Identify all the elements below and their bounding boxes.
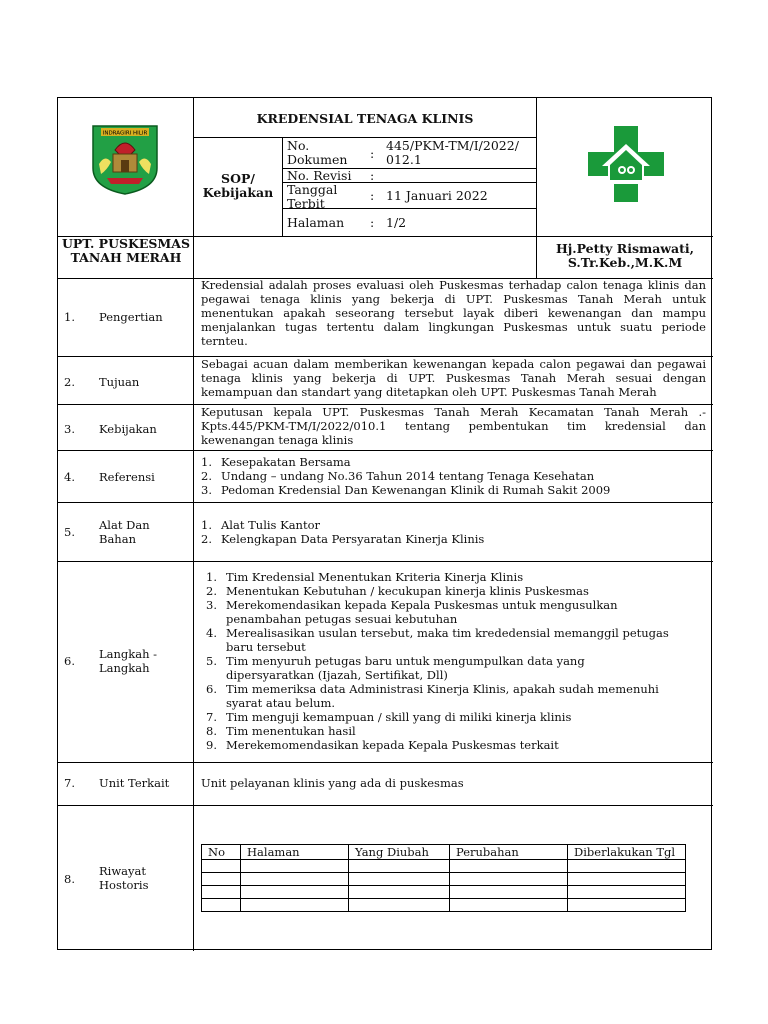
section-number: 4. xyxy=(64,470,75,484)
table-cell xyxy=(450,873,568,886)
rule xyxy=(58,561,713,562)
list-item: 5. Tim menyuruh petugas baru untuk mengumpulkan data yang dipersyaratkan (Ijazah, Sertifikat, Dll) xyxy=(206,654,585,682)
column-header: Yang Diubah xyxy=(349,845,450,860)
emblem-text: INDRAGIRI HILIR xyxy=(102,130,148,137)
section-number: 2. xyxy=(64,375,75,389)
rule xyxy=(536,98,537,278)
meta-label: Tanggal Terbit xyxy=(287,182,338,211)
list-item: 2. Undang – undang No.36 Tahun 2014 tentang Tenaga Kesehatan xyxy=(201,469,595,483)
table-cell xyxy=(241,860,349,873)
table-cell xyxy=(202,873,241,886)
tools-list xyxy=(201,518,706,546)
list-item: 6. Tim memeriksa data Administrasi Kinerja Klinis, apakah sudah memenuhi syarat atau belum. xyxy=(206,682,659,710)
meta-separator: : xyxy=(370,188,375,203)
column-header: Diberlakukan Tgl xyxy=(568,845,686,860)
list-item: 1. Tim Kredensial Menentukan Kriteria Kinerja Klinis xyxy=(206,570,524,584)
list-item: 9. Merekemomendasikan kepada Kepala Puskesmas terkait xyxy=(206,738,559,752)
section-number: 5. xyxy=(64,525,75,539)
list-item: 3. Pedoman Kredensial Dan Kewenangan Klinik di Rumah Sakit 2009 xyxy=(201,483,611,497)
rule xyxy=(58,450,713,451)
section-label: Riwayat Hostoris xyxy=(99,864,149,892)
steps-list xyxy=(206,570,676,752)
rule xyxy=(58,502,713,503)
table-row xyxy=(202,873,686,886)
meta-separator: : xyxy=(370,146,375,161)
signer-name: Hj.Petty Rismawati, S.Tr.Keb.,M.K.M xyxy=(555,241,695,270)
table-cell xyxy=(568,899,686,912)
reference-list xyxy=(201,455,706,497)
section-number: 8. xyxy=(64,872,75,886)
rule xyxy=(58,805,713,806)
meta-label: Halaman xyxy=(287,215,345,230)
section-label: Langkah - Langkah xyxy=(99,647,158,675)
meta-separator: : xyxy=(370,168,375,183)
table-cell xyxy=(450,860,568,873)
document-type: SOP/ Kebijakan xyxy=(202,171,274,200)
meta-separator: : xyxy=(370,215,375,230)
list-item: 2. Kelengkapan Data Persyaratan Kinerja Klinis xyxy=(201,532,485,546)
table-cell xyxy=(349,860,450,873)
table-cell xyxy=(349,873,450,886)
table-cell xyxy=(568,873,686,886)
meta-label: No. Revisi xyxy=(287,168,352,183)
section-number: 3. xyxy=(64,422,75,436)
list-item: 7. Tim menguji kemampuan / skill yang di miliki kinerja klinis xyxy=(206,710,572,724)
table-cell xyxy=(568,886,686,899)
section-label: Referensi xyxy=(99,470,155,484)
purpose-text: Sebagai acuan dalam memberikan kewenangan kepada calon pegawai dan pegawai tenaga klinis yang bekerja di UPT. Puskesmas Tanah Merah sesuai dengan kemampuan dan standart yang ditetapkan oleh UPT. Puskesmas Tanah Merah xyxy=(201,357,706,399)
table-cell xyxy=(349,899,450,912)
table-cell xyxy=(202,886,241,899)
list-item: 8. Tim menentukan hasil xyxy=(206,724,356,738)
table-cell xyxy=(241,873,349,886)
table-row xyxy=(202,899,686,912)
sop-document xyxy=(57,97,712,950)
section-label: Kebijakan xyxy=(99,422,157,436)
section-number: 1. xyxy=(64,310,75,324)
list-item: 1. Alat Tulis Kantor xyxy=(201,518,321,532)
list-item: 2. Menentukan Kebutuhan / kecukupan kinerja klinis Puskesmas xyxy=(206,584,589,598)
column-header: No xyxy=(202,845,241,860)
definition-text: Kredensial adalah proses evaluasi oleh Puskesmas terhadap calon tenaga klinis dan pegawai tenaga klinis yang bekerja di UPT. Puskesmas Tanah Merah untuk menentukan apakah seseorang tersebut layak diberi kewenangan dan mampu menjalankan tugas tertentu dalam lingkungan Puskesmas untuk suatu periode ternteu. xyxy=(201,278,706,348)
table-cell xyxy=(568,860,686,873)
table-header-row xyxy=(202,845,686,860)
section-label: Unit Terkait xyxy=(99,776,170,790)
table-cell xyxy=(202,860,241,873)
column-header: Perubahan xyxy=(450,845,568,860)
puskesmas-logo xyxy=(584,122,668,206)
issue-date: 11 Januari 2022 xyxy=(386,188,488,203)
section-label: Tujuan xyxy=(99,375,140,389)
column-header: Halaman xyxy=(241,845,349,860)
table-cell xyxy=(450,899,568,912)
table-cell xyxy=(349,886,450,899)
table-cell xyxy=(241,886,349,899)
section-label: Pengertian xyxy=(99,310,163,324)
table-cell xyxy=(202,899,241,912)
meta-label: No. Dokumen xyxy=(287,138,348,167)
section-number: 6. xyxy=(64,654,75,668)
section-label: Alat Dan Bahan xyxy=(99,518,150,546)
page-number: 1/2 xyxy=(386,215,407,230)
rule xyxy=(282,137,283,236)
related-unit-text: Unit pelayanan klinis yang ada di puskesmas xyxy=(201,776,464,790)
table-row xyxy=(202,886,686,899)
table-row xyxy=(202,860,686,873)
table-cell xyxy=(241,899,349,912)
list-item: 1. Kesepakatan Bersama xyxy=(201,455,351,469)
policy-text: Keputusan kepala UPT. Puskesmas Tanah Merah Kecamatan Tanah Merah .- Kpts.445/PKM-TM/I/2022/010.1 tentang pembentukan tim kredensial dan kewenangan tenaga klinis xyxy=(201,405,706,447)
regency-emblem-logo xyxy=(91,124,159,196)
rule xyxy=(58,762,713,763)
table-cell xyxy=(450,886,568,899)
document-number: 445/PKM-TM/I/2022/ 012.1 xyxy=(386,138,519,167)
rule xyxy=(193,98,194,951)
list-item: 3. Merekomendasikan kepada Kepala Puskesmas untuk mengusulkan penambahan petugas sesuai kebutuhan xyxy=(206,598,618,626)
document-title: KREDENSIAL TENAGA KLINIS xyxy=(256,111,474,126)
list-item: 4. Merealisasikan usulan tersebut, maka tim krededensial memanggil petugas baru tersebut xyxy=(206,626,669,654)
revision-history-table xyxy=(201,844,686,912)
organization-name: UPT. PUSKESMAS TANAH MERAH xyxy=(61,236,190,265)
section-number: 7. xyxy=(64,776,75,790)
